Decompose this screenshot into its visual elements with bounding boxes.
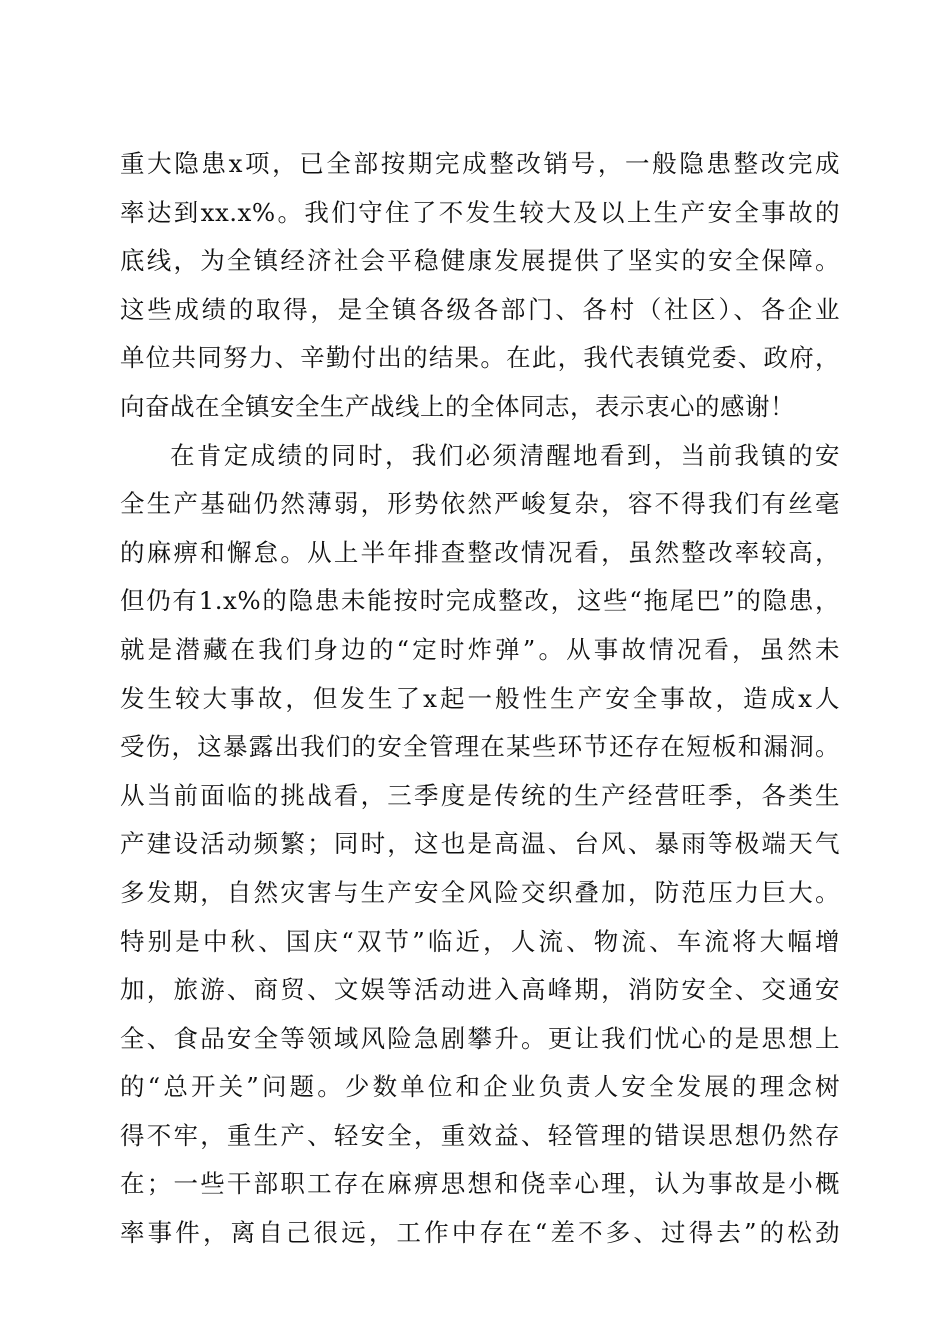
text-line: 发生较大事故，但发生了x起一般性生产安全事故，造成x人 [120,683,840,713]
text-line: 底线，为全镇经济社会平稳健康发展提供了坚实的安全保障。 [120,246,840,276]
paragraph-start-line: 在肯定成绩的同时，我们必须清醒地看到，当前我镇的安 [170,440,840,470]
text-line: 全生产基础仍然薄弱，形势依然严峻复杂，容不得我们有丝毫 [120,489,840,519]
text-line: 就是潜藏在我们身边的“定时炸弹”。从事故情况看，虽然未 [120,634,840,664]
text-line: 率事件，离自己很远，工作中存在“差不多、过得去”的松劲 [120,1218,840,1248]
text-line: 率达到xx.x%。我们守住了不发生较大及以上生产安全事故的 [120,197,840,227]
text-line: 从当前面临的挑战看，三季度是传统的生产经营旺季，各类生 [120,780,840,810]
text-line: 的麻痹和懈怠。从上半年排查整改情况看，虽然整改率较高， [120,537,840,567]
text-line: 但仍有1.x%的隐患未能按时完成整改，这些“拖尾巴”的隐患， [120,586,840,616]
text-line: 加，旅游、商贸、文娱等活动进入高峰期，消防安全、交通安 [120,975,840,1005]
text-line: 特别是中秋、国庆“双节”临近，人流、物流、车流将大幅增 [120,926,840,956]
text-line: 重大隐患x项，已全部按期完成整改销号，一般隐患整改完成 [120,149,840,178]
text-line: 产建设活动频繁；同时，这也是高温、台风、暴雨等极端天气 [120,829,840,859]
text-line: 的“总开关”问题。少数单位和企业负责人安全发展的理念树 [120,1072,840,1102]
body-text [120,140,840,1258]
text-line: 单位共同努力、辛勤付出的结果。在此，我代表镇党委、政府， [120,343,840,373]
text-line: 向奋战在全镇安全生产战线上的全体同志，表示衷心的感谢！ [120,391,795,421]
text-line: 得不牢，重生产、轻安全，重效益、轻管理的错误思想仍然存 [120,1120,840,1150]
text-line: 全、食品安全等领域风险急剧攀升。更让我们忧心的是思想上 [120,1023,840,1053]
text-line: 多发期，自然灾害与生产安全风险交织叠加，防范压力巨大。 [120,877,840,907]
text-line: 在；一些干部职工存在麻痹思想和侥幸心理，认为事故是小概 [120,1169,840,1199]
text-line: 这些成绩的取得，是全镇各级各部门、各村（社区）、各企业 [120,294,840,324]
text-line: 受伤，这暴露出我们的安全管理在某些环节还存在短板和漏洞。 [120,732,840,762]
